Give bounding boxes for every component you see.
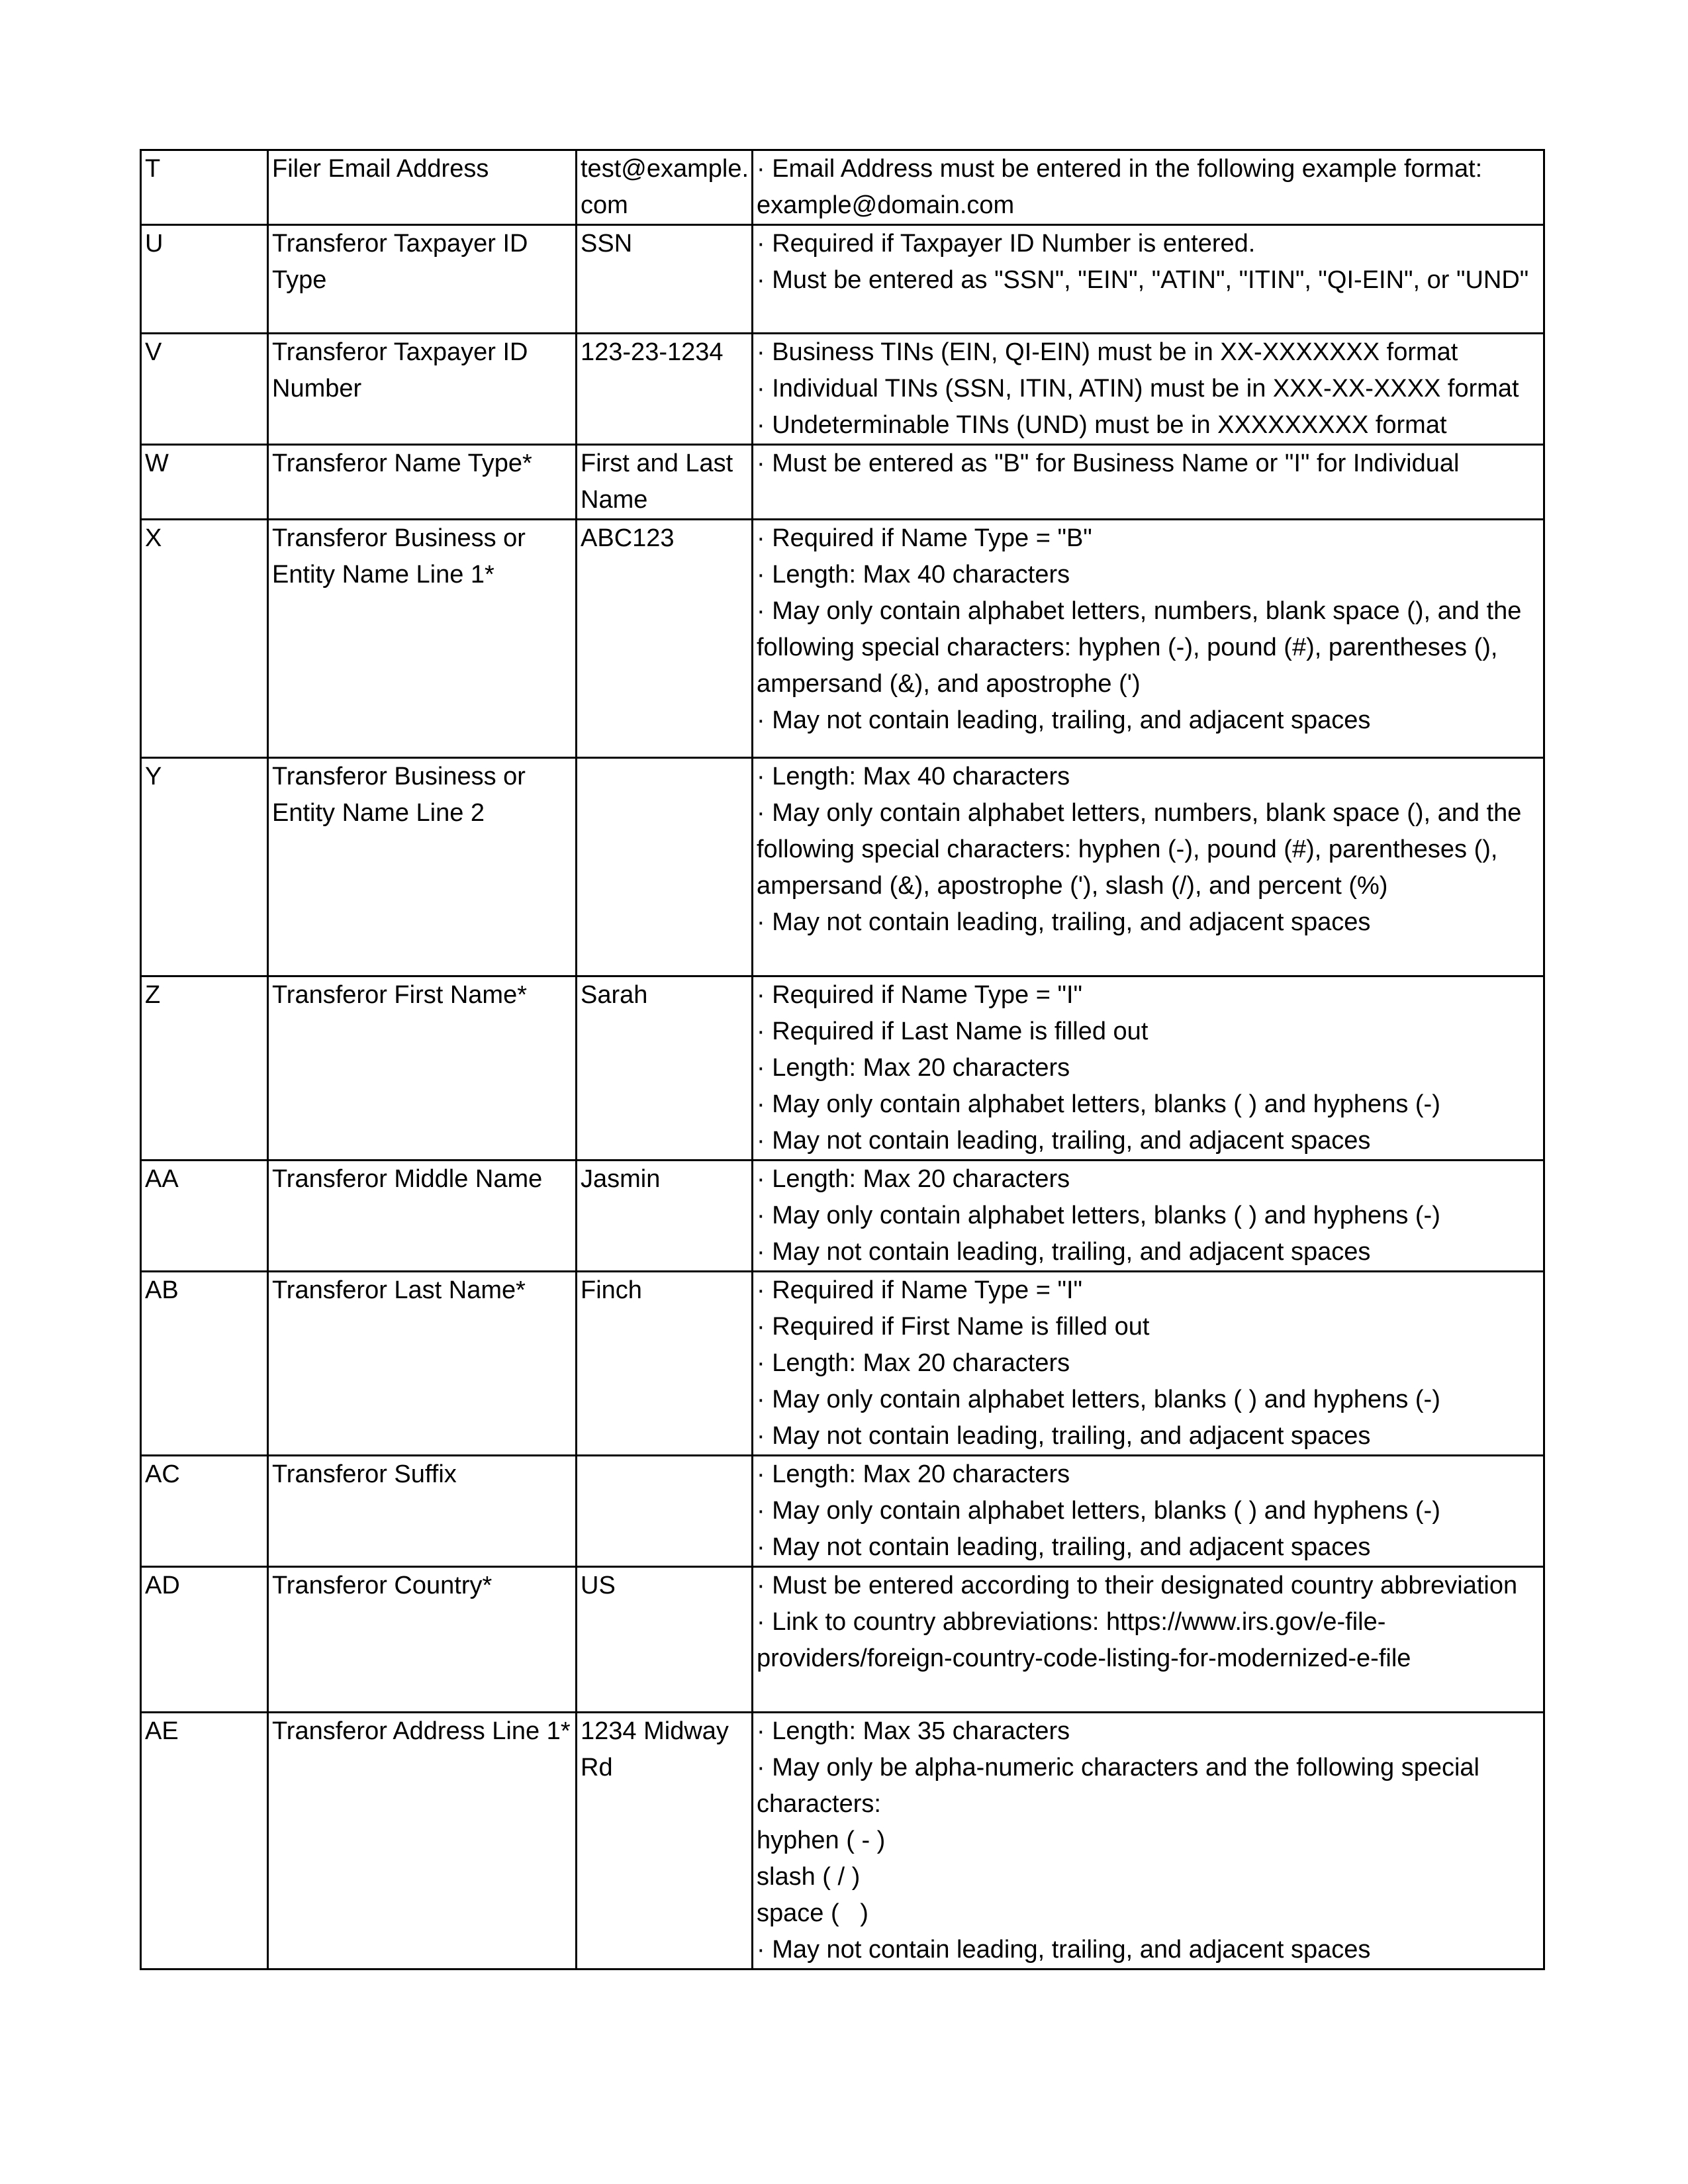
rule-line: · May only contain alphabet letters, blanks ( ) and hyphens (-) — [757, 1386, 1440, 1413]
rule-line: · May only be alpha-numeric characters and the following special characters: — [757, 1754, 1487, 1818]
validation-rules — [753, 1713, 1544, 1970]
rule-line: · Required if Last Name is filled out — [757, 1018, 1149, 1045]
validation-rules — [753, 1567, 1544, 1713]
rule-line: · Must be entered as "SSN", "EIN", "ATIN", "ITIN", "QI-EIN", or "UND" — [757, 266, 1529, 294]
rule-line: · Length: Max 40 characters — [757, 763, 1070, 790]
rule-line: · Length: Max 20 characters — [757, 1054, 1070, 1082]
column-letter: AB — [141, 1272, 268, 1456]
rule-line: · May only contain alphabet letters, blanks ( ) and hyphens (-) — [757, 1202, 1440, 1229]
rule-line: slash ( / ) — [757, 1863, 861, 1891]
rule-line: · May only contain alphabet letters, numbers, blank space (), and the following special characters: hyphen (-), pound (#), parentheses (), ampersand (&), and apostrophe (') — [757, 597, 1528, 698]
column-letter: Z — [141, 976, 268, 1161]
rule-line: · Length: Max 20 characters — [757, 1165, 1070, 1193]
rule-line: · Required if First Name is filled out — [757, 1313, 1150, 1341]
validation-rules — [753, 758, 1544, 976]
table-row — [141, 520, 1544, 758]
rule-line: · Length: Max 20 characters — [757, 1349, 1070, 1377]
rule-line: · May not contain leading, trailing, and adjacent spaces — [757, 908, 1371, 936]
rule-line: · Undeterminable TINs (UND) must be in XXXXXXXXX format — [757, 411, 1447, 439]
example-value: Sarah — [577, 976, 753, 1161]
validation-rules — [753, 1456, 1544, 1567]
example-value — [577, 758, 753, 976]
rule-line: · May only contain alphabet letters, blanks ( ) and hyphens (-) — [757, 1497, 1440, 1525]
rule-line: · May not contain leading, trailing, and adjacent spaces — [757, 1127, 1371, 1155]
table-row — [141, 1713, 1544, 1970]
table-row — [141, 334, 1544, 445]
example-value: 123-23-1234 — [577, 334, 753, 445]
rule-line: · Required if Name Type = "B" — [757, 524, 1092, 552]
rule-line: · Individual TINs (SSN, ITIN, ATIN) must be in XXX-XX-XXXX format — [757, 375, 1519, 403]
field-name: Transferor Last Name* — [268, 1272, 577, 1456]
rule-line: · May not contain leading, trailing, and adjacent spaces — [757, 706, 1371, 734]
rule-line: · Must be entered according to their designated country abbreviation — [757, 1572, 1518, 1599]
validation-rules — [753, 334, 1544, 445]
field-name: Transferor Taxpayer ID Number — [268, 334, 577, 445]
column-letter: AC — [141, 1456, 268, 1567]
validation-rules — [753, 976, 1544, 1161]
field-name: Transferor Middle Name — [268, 1161, 577, 1272]
field-name: Transferor Business or Entity Name Line 1* — [268, 520, 577, 758]
example-value: Finch — [577, 1272, 753, 1456]
validation-rules — [753, 445, 1544, 520]
table-row — [141, 225, 1544, 334]
rule-line: · Required if Taxpayer ID Number is entered. — [757, 230, 1256, 258]
table-row — [141, 758, 1544, 976]
rule-line: · Length: Max 35 characters — [757, 1717, 1070, 1745]
table-row — [141, 445, 1544, 520]
column-letter: X — [141, 520, 268, 758]
validation-rules — [753, 150, 1544, 225]
field-name: Filer Email Address — [268, 150, 577, 225]
column-letter: AA — [141, 1161, 268, 1272]
column-letter: W — [141, 445, 268, 520]
column-letter: U — [141, 225, 268, 334]
example-value: US — [577, 1567, 753, 1713]
example-value: ABC123 — [577, 520, 753, 758]
table-row — [141, 1161, 1544, 1272]
rule-line: · Must be entered as "B" for Business Name or "I" for Individual — [757, 450, 1460, 477]
rule-line: space ( ) — [757, 1899, 868, 1927]
field-name: Transferor Taxpayer ID Type — [268, 225, 577, 334]
rule-line: hyphen ( - ) — [757, 1827, 886, 1854]
example-value — [577, 1456, 753, 1567]
rule-line: · Required if Name Type = "I" — [757, 981, 1082, 1009]
rule-line: · May only contain alphabet letters, blanks ( ) and hyphens (-) — [757, 1090, 1440, 1118]
validation-rules — [753, 1161, 1544, 1272]
rule-line: · Link to country abbreviations: https://www.irs.gov/e-file-providers/foreign-country-code-listing-for-modernized-e-file — [757, 1608, 1411, 1672]
example-value: 1234 Midway Rd — [577, 1713, 753, 1970]
table-row — [141, 1456, 1544, 1567]
field-spec-table — [140, 149, 1545, 1970]
column-letter: V — [141, 334, 268, 445]
table-row — [141, 150, 1544, 225]
rule-line: · Email Address must be entered in the following example format: example@domain.com — [757, 155, 1489, 219]
field-name: Transferor Address Line 1* — [268, 1713, 577, 1970]
rule-line: · May not contain leading, trailing, and adjacent spaces — [757, 1533, 1371, 1561]
field-name: Transferor Name Type* — [268, 445, 577, 520]
example-value: SSN — [577, 225, 753, 334]
field-spec-body — [141, 150, 1544, 1970]
validation-rules — [753, 225, 1544, 334]
table-row — [141, 976, 1544, 1161]
example-value: test@example.com — [577, 150, 753, 225]
field-name: Transferor First Name* — [268, 976, 577, 1161]
example-value: First and Last Name — [577, 445, 753, 520]
validation-rules — [753, 520, 1544, 758]
column-letter: T — [141, 150, 268, 225]
rule-line: · Length: Max 20 characters — [757, 1460, 1070, 1488]
field-name: Transferor Business or Entity Name Line 2 — [268, 758, 577, 976]
rule-line: · May only contain alphabet letters, numbers, blank space (), and the following special characters: hyphen (-), pound (#), parentheses (), ampersand (&), apostrophe ('), slash (/), and percent (%) — [757, 799, 1528, 900]
rule-line: · May not contain leading, trailing, and adjacent spaces — [757, 1422, 1371, 1450]
rule-line: · May not contain leading, trailing, and adjacent spaces — [757, 1936, 1371, 1964]
table-row — [141, 1567, 1544, 1713]
rule-line: · Length: Max 40 characters — [757, 561, 1070, 589]
field-name: Transferor Suffix — [268, 1456, 577, 1567]
column-letter: AD — [141, 1567, 268, 1713]
rule-line: · Business TINs (EIN, QI-EIN) must be in XX-XXXXXXX format — [757, 338, 1458, 366]
validation-rules — [753, 1272, 1544, 1456]
example-value: Jasmin — [577, 1161, 753, 1272]
field-name: Transferor Country* — [268, 1567, 577, 1713]
rule-line: · May not contain leading, trailing, and adjacent spaces — [757, 1238, 1371, 1266]
column-letter: Y — [141, 758, 268, 976]
rule-line: · Required if Name Type = "I" — [757, 1276, 1082, 1304]
column-letter: AE — [141, 1713, 268, 1970]
table-row — [141, 1272, 1544, 1456]
